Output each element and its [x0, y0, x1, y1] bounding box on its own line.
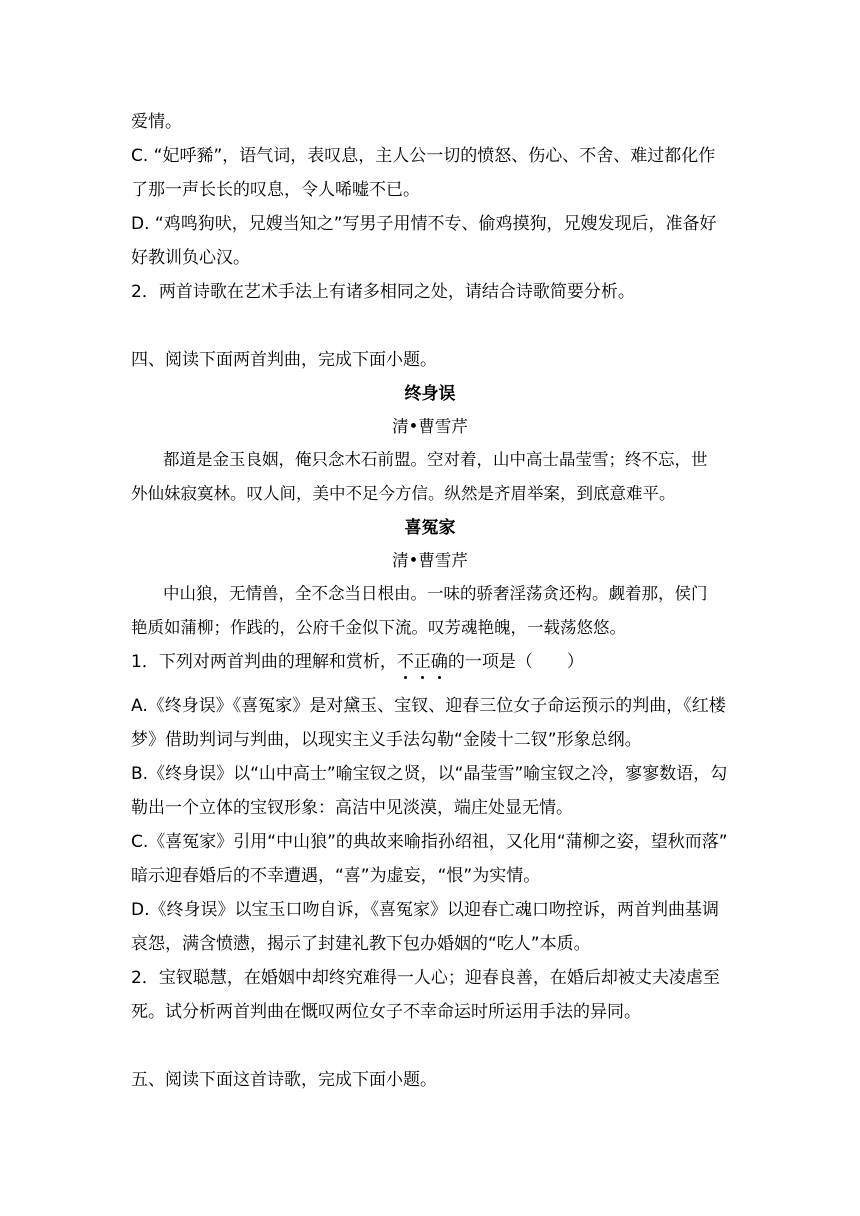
section-four-heading: 四、阅读下面两首判曲，完成下面小题。 [131, 350, 437, 370]
option-c2-line-2: 暗示迎春婚后的不幸遭遇，“喜”为虚妄，“恨”为实情。 [131, 866, 541, 886]
poem-2-line-1: 中山狼，无情兽，全不念当日根由。一味的骄奢淫荡贪还构。觑着那，侯门 [163, 584, 708, 603]
option-d-line-1: D. “鸡鸣狗吠，兄嫂当知之”写男子用情不专、偷鸡摸狗，兄嫂发现后，准备好 [131, 214, 717, 234]
question-2-first-set: 2．两首诗歌在艺术手法上有诸多相同之处，请结合诗歌简要分析。 [131, 282, 635, 302]
option-a-line-2: 梦》借助判词与判曲，以现实主义手法勾勒“金陵十二钗”形象总纲。 [131, 730, 642, 750]
question-1-stem [131, 650, 731, 674]
section-five-heading: 五、阅读下面这首诗歌，完成下面小题。 [131, 1070, 437, 1090]
question-2-line-2: 死。试分析两首判曲在慨叹两位女子不幸命运时所运用手法的异同。 [131, 1002, 641, 1022]
option-c-line-1: C. “妃呼豨”，语气词，表叹息，主人公一切的愤怒、伤心、不舍、难过都化作 [131, 146, 716, 166]
option-c-line-2: 了那一声长长的叹息，令人唏嘘不已。 [131, 180, 420, 200]
question-2-line-1: 2．宝钗聪慧，在婚姻中却终究难得一人心；迎春良善，在婚后却被丈夫凌虐至 [131, 968, 720, 988]
question-1-stem-prefix: 1．下列对两首判曲的理解和赏析， [131, 652, 397, 672]
emphasis-not-correct [397, 650, 448, 674]
poem-2-line-2: 艳质如蒲柳；作践的，公府千金似下流。叹芳魂艳魄，一载荡悠悠。 [131, 618, 626, 637]
emphasis-char: 不 [396, 652, 414, 672]
option-d2-line-1: D.《终身误》以宝玉口吻自诉，《喜冤家》以迎春亡魂口吻控诉，两首判曲基调 [131, 900, 719, 920]
text-line-love: 爱情。 [131, 112, 182, 132]
option-a-line-1: A.《终身误》《喜冤家》是对黛玉、宝钗、迎春三位女子命运预示的判曲，《红楼 [131, 696, 726, 716]
poem-title-xiyuanjia: 喜冤家 [404, 518, 456, 538]
poem-title-zhongshenwu: 终身误 [404, 384, 456, 404]
poem-author-2: 清•曹雪芹 [392, 551, 468, 570]
option-d2-line-2: 哀怨，满含愤懑，揭示了封建礼教下包办婚姻的“吃人”本质。 [131, 934, 591, 954]
option-d-line-2: 好教训负心汉。 [131, 248, 250, 268]
emphasis-text [397, 652, 448, 672]
emphasis-char: 确 [430, 652, 448, 672]
poem-1-line-2: 外仙妹寂寞林。叹人间，美中不足今方信。纵然是齐眉举案，到底意难平。 [131, 484, 676, 503]
poem-1-line-1: 都道是金玉良姻，俺只念木石前盟。空对着，山中高士晶莹雪；终不忘，世 [163, 450, 708, 469]
emphasis-char: 正 [413, 652, 431, 672]
option-c2-line-1: C.《喜冤家》引用“中山狼”的典故来喻指孙绍祖，又化用“蒲柳之姿，望秋而落” [131, 832, 728, 852]
poem-author-1: 清•曹雪芹 [392, 417, 468, 436]
question-1-stem-suffix: 的一项是（ ） [447, 652, 584, 672]
option-b-line-2: 勒出一个立体的宝钗形象：高洁中见淡漠，端庄处显无情。 [131, 798, 573, 818]
option-b-line-1: B.《终身误》以“山中高士”喻宝钗之贤，以“晶莹雪”喻宝钗之冷，寥寥数语，勾 [131, 764, 728, 784]
